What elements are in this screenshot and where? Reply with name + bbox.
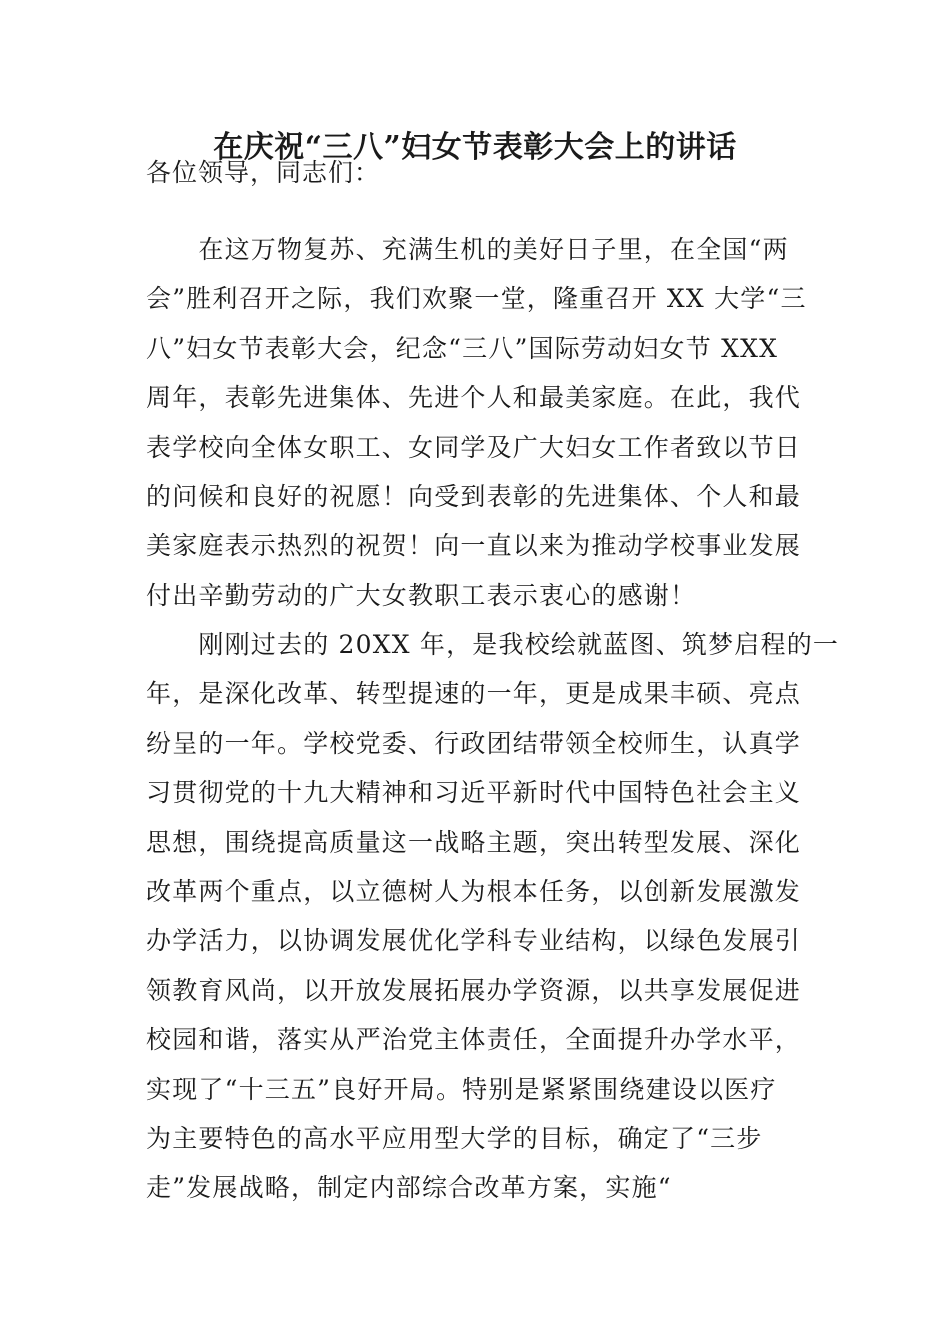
text-line: 付出辛勤劳动的广大女教职工表示衷心的感谢！: [146, 580, 697, 610]
text-line: 八”妇女节表彰大会，纪念“三八”国际劳动妇女节 XXX: [146, 333, 779, 363]
paragraph-2: [146, 620, 840, 1213]
text-line: 纷呈的一年。学校党委、行政团结带领全校师生，认真学: [146, 728, 802, 758]
text-line: 实现了“十三五”良好开局。特别是紧紧围绕建设以医疗: [146, 1074, 777, 1104]
salutation: 各位领导，同志们：: [146, 158, 381, 187]
paragraph-1: [146, 225, 816, 620]
text-line: 刚刚过去的 20XX 年，是我校绘就蓝图、筑梦启程的一: [146, 630, 840, 659]
text-line: 思想，围绕提高质量这一战略主题，突出转型发展、深化: [146, 827, 802, 857]
text-line: 周年，表彰先进集体、先进个人和最美家庭。在此，我代: [146, 383, 802, 413]
text-line: 会”胜利召开之际，我们欢聚一堂，隆重召开 XX 大学“三: [146, 284, 807, 314]
text-line: 年，是深化改革、转型提速的一年，更是成果丰硕、亮点: [146, 679, 802, 709]
text-line: 走”发展战略，制定内部综合改革方案，实施“: [146, 1173, 672, 1203]
text-line: 在这万物复苏、充满生机的美好日子里，在全国“两: [146, 235, 789, 264]
text-line: 的问候和良好的祝愿！向受到表彰的先进集体、个人和最: [146, 481, 802, 511]
text-line: 领教育风尚，以开放发展拓展办学资源，以共享发展促进: [146, 975, 802, 1005]
text-line: 改革两个重点，以立德树人为根本任务，以创新发展激发: [146, 876, 802, 906]
text-line: 习贯彻党的十九大精神和习近平新时代中国特色社会主义: [146, 778, 802, 808]
text-line: 表学校向全体女职工、女同学及广大妇女工作者致以节日: [146, 432, 802, 462]
text-line: 美家庭表示热烈的祝贺！向一直以来为推动学校事业发展: [146, 531, 802, 561]
text-line: 办学活力，以协调发展优化学科专业结构，以绿色发展引: [146, 926, 802, 956]
text-line: 为主要特色的高水平应用型大学的目标，确定了“三步: [146, 1123, 763, 1153]
text-line: 校园和谐，落实从严治党主体责任，全面提升办学水平，: [146, 1025, 802, 1055]
document-title: 在庆祝“三八”妇女节表彰大会上的讲话: [213, 130, 737, 165]
